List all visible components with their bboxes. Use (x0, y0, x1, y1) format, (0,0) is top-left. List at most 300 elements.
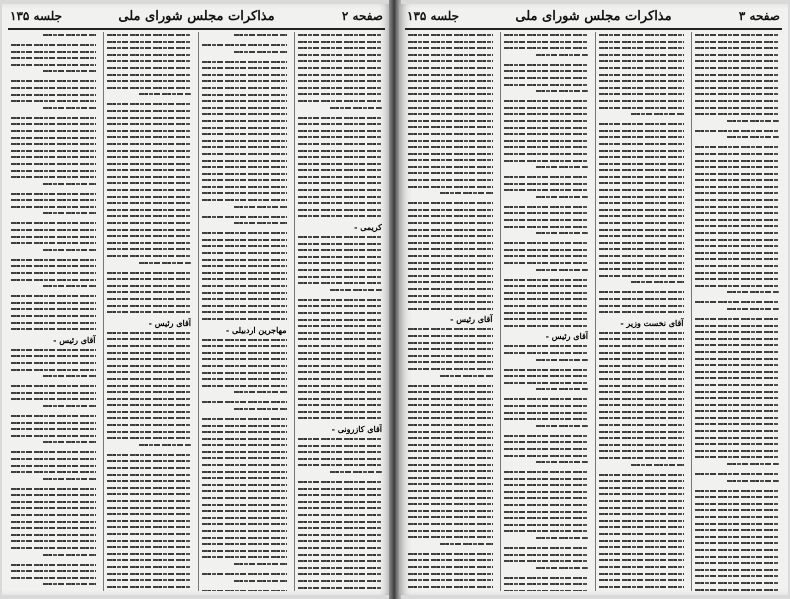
text-line (107, 272, 192, 274)
text-line (298, 143, 383, 145)
text-line (298, 262, 383, 264)
text-line (11, 570, 96, 572)
text-line (599, 424, 684, 426)
text-line (695, 93, 780, 95)
text-column (294, 32, 386, 591)
text-line (298, 236, 383, 238)
text-line (107, 500, 192, 502)
text-line (599, 450, 684, 452)
text-line (298, 501, 383, 503)
text-line (504, 448, 589, 450)
text-line (202, 186, 287, 188)
text-line (504, 345, 589, 347)
text-line (234, 34, 286, 36)
text-line (408, 483, 493, 485)
text-line (298, 521, 383, 523)
text-line (43, 285, 95, 287)
left-page (2, 4, 391, 595)
text-line (107, 467, 192, 469)
text-line (330, 471, 382, 473)
text-line (202, 100, 287, 102)
text-line (298, 534, 383, 536)
text-line (504, 262, 589, 264)
text-line (11, 385, 96, 387)
text-line (408, 54, 493, 56)
text-line (298, 494, 383, 496)
text-line (599, 586, 684, 588)
text-line (695, 450, 780, 452)
text-line (504, 298, 589, 300)
text-line (202, 173, 287, 175)
text-line (202, 365, 287, 367)
text-line (298, 507, 383, 509)
text-line (298, 527, 383, 529)
text-line (298, 338, 383, 340)
text-line (504, 127, 589, 129)
text-line (408, 368, 493, 370)
left-page-session: جلسه ۱۳۵ (10, 9, 63, 23)
text-line (11, 163, 96, 165)
text-line (408, 355, 493, 357)
text-line (504, 255, 589, 257)
text-line (695, 391, 780, 393)
text-line (107, 345, 192, 347)
text-column (595, 32, 687, 591)
text-line (408, 553, 493, 555)
text-line (695, 219, 780, 221)
text-line (11, 428, 96, 430)
text-line (107, 285, 192, 287)
text-line (695, 344, 780, 346)
text-line (599, 352, 684, 354)
text-line (695, 192, 780, 194)
text-line (202, 311, 287, 313)
text-line (202, 484, 287, 486)
text-line (599, 202, 684, 204)
text-line (202, 318, 287, 320)
text-line (599, 345, 684, 347)
text-line (504, 47, 589, 49)
text-line (298, 269, 383, 271)
text-line (11, 279, 96, 281)
text-line (11, 295, 96, 297)
text-line (695, 536, 780, 538)
text-line (504, 279, 589, 281)
text-line (107, 417, 192, 419)
text-line (599, 553, 684, 555)
text-line (11, 577, 96, 579)
text-line (408, 235, 493, 237)
text-line (599, 540, 684, 542)
text-line (107, 117, 192, 119)
text-line (107, 163, 192, 165)
text-line (504, 318, 589, 320)
text-line (408, 301, 493, 303)
text-line (695, 278, 780, 280)
text-line (408, 67, 493, 69)
text-line (43, 375, 95, 377)
text-line (695, 199, 780, 201)
text-line (298, 319, 383, 321)
text-line (202, 523, 287, 525)
text-line (408, 288, 493, 290)
text-line (202, 179, 287, 181)
text-line (599, 47, 684, 49)
text-line (11, 236, 96, 238)
text-column (103, 32, 195, 591)
text-line (599, 74, 684, 76)
text-line (11, 80, 96, 82)
text-line (599, 546, 684, 548)
text-line (599, 87, 684, 89)
text-line (408, 209, 493, 211)
text-line (695, 80, 780, 82)
text-line (11, 206, 96, 208)
text-line (202, 61, 287, 63)
text-line (11, 308, 96, 310)
text-line (695, 529, 780, 531)
text-line (202, 216, 287, 218)
text-line (107, 311, 192, 313)
text-line (695, 582, 780, 584)
text-line (408, 457, 493, 459)
text-line (599, 332, 684, 334)
text-line (298, 41, 383, 43)
text-line (695, 239, 780, 241)
text-line (504, 100, 589, 102)
text-line (408, 431, 493, 433)
text-line (408, 398, 493, 400)
text-line (298, 256, 383, 258)
text-line (107, 47, 192, 49)
text-line (408, 335, 493, 337)
text-line (599, 579, 684, 581)
text-line (202, 127, 287, 129)
text-line (599, 520, 684, 522)
text-line (298, 176, 383, 178)
text-line (504, 382, 589, 384)
text-line (695, 186, 780, 188)
text-line (408, 497, 493, 499)
text-line (727, 308, 779, 310)
text-line (298, 74, 383, 76)
text-line (504, 226, 589, 228)
text-line (107, 546, 192, 548)
text-line (11, 392, 96, 394)
text-line (408, 153, 493, 155)
text-line (504, 583, 589, 585)
text-line (43, 478, 95, 480)
text-line (11, 130, 96, 132)
text-line (11, 471, 96, 473)
text-line (234, 206, 286, 208)
text-line (107, 136, 192, 138)
text-line (202, 44, 287, 46)
text-line (695, 443, 780, 445)
text-line (107, 573, 192, 575)
text-line (408, 47, 493, 49)
text-line (298, 276, 383, 278)
text-line (11, 259, 96, 261)
text-line (695, 542, 780, 544)
text-line (408, 166, 493, 168)
text-line (202, 431, 287, 433)
text-line (504, 285, 589, 287)
text-line (298, 54, 383, 56)
text-line (408, 536, 493, 538)
text-line (107, 291, 192, 293)
text-line (695, 523, 780, 525)
text-line (504, 146, 589, 148)
text-line (408, 222, 493, 224)
text-line (695, 41, 780, 43)
text-line (43, 70, 95, 72)
text-line (11, 156, 96, 158)
text-line (504, 183, 589, 185)
text-line (11, 507, 96, 509)
text-column (198, 32, 290, 591)
text-line (408, 159, 493, 161)
text-line (298, 371, 383, 373)
text-line (408, 133, 493, 135)
text-line (202, 385, 287, 387)
text-line (408, 113, 493, 115)
text-line (298, 451, 383, 453)
text-column (500, 32, 592, 591)
text-line (107, 176, 192, 178)
text-column (8, 32, 99, 591)
text-line (408, 579, 493, 581)
text-column (691, 32, 783, 591)
text-line (504, 484, 589, 486)
text-line (408, 87, 493, 89)
text-line (298, 299, 383, 301)
text-line (504, 369, 589, 371)
text-line (107, 437, 192, 439)
text-line (599, 291, 684, 293)
text-line (408, 503, 493, 505)
text-line (107, 474, 192, 476)
text-line (298, 365, 383, 367)
text-line (695, 206, 780, 208)
text-line (695, 473, 780, 475)
text-line (536, 54, 588, 56)
text-line (599, 526, 684, 528)
text-line (107, 513, 192, 515)
text-line (695, 87, 780, 89)
text-line (408, 573, 493, 575)
text-line (536, 269, 588, 271)
text-line (298, 163, 383, 165)
text-line (504, 455, 589, 457)
text-line (11, 137, 96, 139)
text-line (504, 590, 589, 591)
text-line (202, 153, 287, 155)
text-line (107, 365, 192, 367)
text-line (202, 590, 287, 591)
text-line (107, 533, 192, 535)
text-line (695, 245, 780, 247)
text-line (695, 364, 780, 366)
text-line (727, 120, 779, 122)
text-line (11, 488, 96, 490)
text-line (43, 212, 95, 214)
text-line (298, 567, 383, 569)
right-page-running-title: مذاکرات مجلس شورای ملی (515, 9, 672, 24)
text-line (695, 397, 780, 399)
text-line (107, 143, 192, 145)
text-line (504, 242, 589, 244)
text-line (504, 524, 589, 526)
text-line (504, 176, 589, 178)
text-column (405, 32, 496, 591)
text-line (536, 232, 588, 234)
text-line (107, 278, 192, 280)
text-line (298, 87, 383, 89)
text-line (504, 412, 589, 414)
text-line (727, 136, 779, 138)
text-line (695, 549, 780, 551)
text-line (107, 559, 192, 561)
text-line (504, 292, 589, 294)
text-line (202, 530, 287, 532)
text-line (599, 229, 684, 231)
text-line (504, 435, 589, 437)
text-line (599, 365, 684, 367)
text-line (107, 169, 192, 171)
text-line (202, 298, 287, 300)
text-line (11, 117, 96, 119)
text-line (202, 352, 287, 354)
text-line (408, 100, 493, 102)
text-line (408, 328, 493, 330)
text-line (599, 169, 684, 171)
text-line (298, 411, 383, 413)
text-line (202, 464, 287, 466)
text-line (43, 405, 95, 407)
text-line (408, 450, 493, 452)
text-line (298, 305, 383, 307)
text-line (408, 424, 493, 426)
text-line (599, 404, 684, 406)
text-line (408, 202, 493, 204)
text-line (599, 371, 684, 373)
text-line (599, 235, 684, 237)
text-line (11, 415, 96, 417)
text-line (298, 282, 383, 284)
text-line (599, 513, 684, 515)
text-line (599, 262, 684, 264)
text-line (695, 423, 780, 425)
text-line (599, 533, 684, 535)
text-line (11, 57, 96, 59)
text-line (504, 41, 589, 43)
text-line (202, 305, 287, 307)
text-line (298, 93, 383, 95)
text-line (107, 553, 192, 555)
text-line (298, 67, 383, 69)
text-line (599, 209, 684, 211)
text-line (298, 464, 383, 466)
text-line (599, 487, 684, 489)
text-line (408, 275, 493, 277)
text-line (107, 202, 192, 204)
text-line (107, 526, 192, 528)
text-line (11, 150, 96, 152)
text-line (631, 464, 683, 466)
text-line (298, 573, 383, 575)
text-line (695, 562, 780, 564)
text-line (504, 84, 589, 86)
text-line (107, 431, 192, 433)
text-line (695, 252, 780, 254)
text-line (599, 150, 684, 152)
text-line (408, 464, 493, 466)
text-line (599, 156, 684, 158)
text-line (408, 126, 493, 128)
text-line (536, 196, 588, 198)
text-line (107, 493, 192, 495)
text-line (107, 222, 192, 224)
text-line (107, 110, 192, 112)
text-line (107, 332, 192, 334)
text-line (298, 182, 383, 184)
text-line (234, 222, 286, 224)
speaker-name: آقای رئیس - (545, 331, 588, 342)
text-line (11, 315, 96, 317)
text-line (599, 298, 684, 300)
text-line (695, 153, 780, 155)
text-line (408, 437, 493, 439)
left-page-columns (8, 32, 385, 591)
text-line (202, 372, 287, 374)
text-line (298, 385, 383, 387)
text-line (504, 405, 589, 407)
text-line (695, 60, 780, 62)
text-line (599, 275, 684, 277)
text-line (330, 289, 382, 291)
text-line (107, 130, 192, 132)
text-line (107, 74, 192, 76)
text-line (504, 153, 589, 155)
text-line (695, 179, 780, 181)
text-line (408, 417, 493, 419)
text-line (298, 169, 383, 171)
text-line (202, 272, 287, 274)
text-line (599, 255, 684, 257)
text-line (298, 117, 383, 119)
text-line (107, 358, 192, 360)
text-line (298, 249, 383, 251)
text-line (202, 107, 287, 109)
text-line (695, 100, 780, 102)
text-line (330, 107, 382, 109)
text-line (504, 77, 589, 79)
text-line (11, 94, 96, 96)
text-line (408, 559, 493, 561)
text-line (202, 278, 287, 280)
text-line (504, 120, 589, 122)
text-line (599, 100, 684, 102)
left-page-number: صفحه ۲ (341, 9, 383, 23)
text-line (695, 325, 780, 327)
text-line (695, 331, 780, 333)
text-line (504, 504, 589, 506)
text-line (107, 229, 192, 231)
text-line (11, 51, 96, 53)
text-line (298, 136, 383, 138)
text-line (202, 120, 287, 122)
